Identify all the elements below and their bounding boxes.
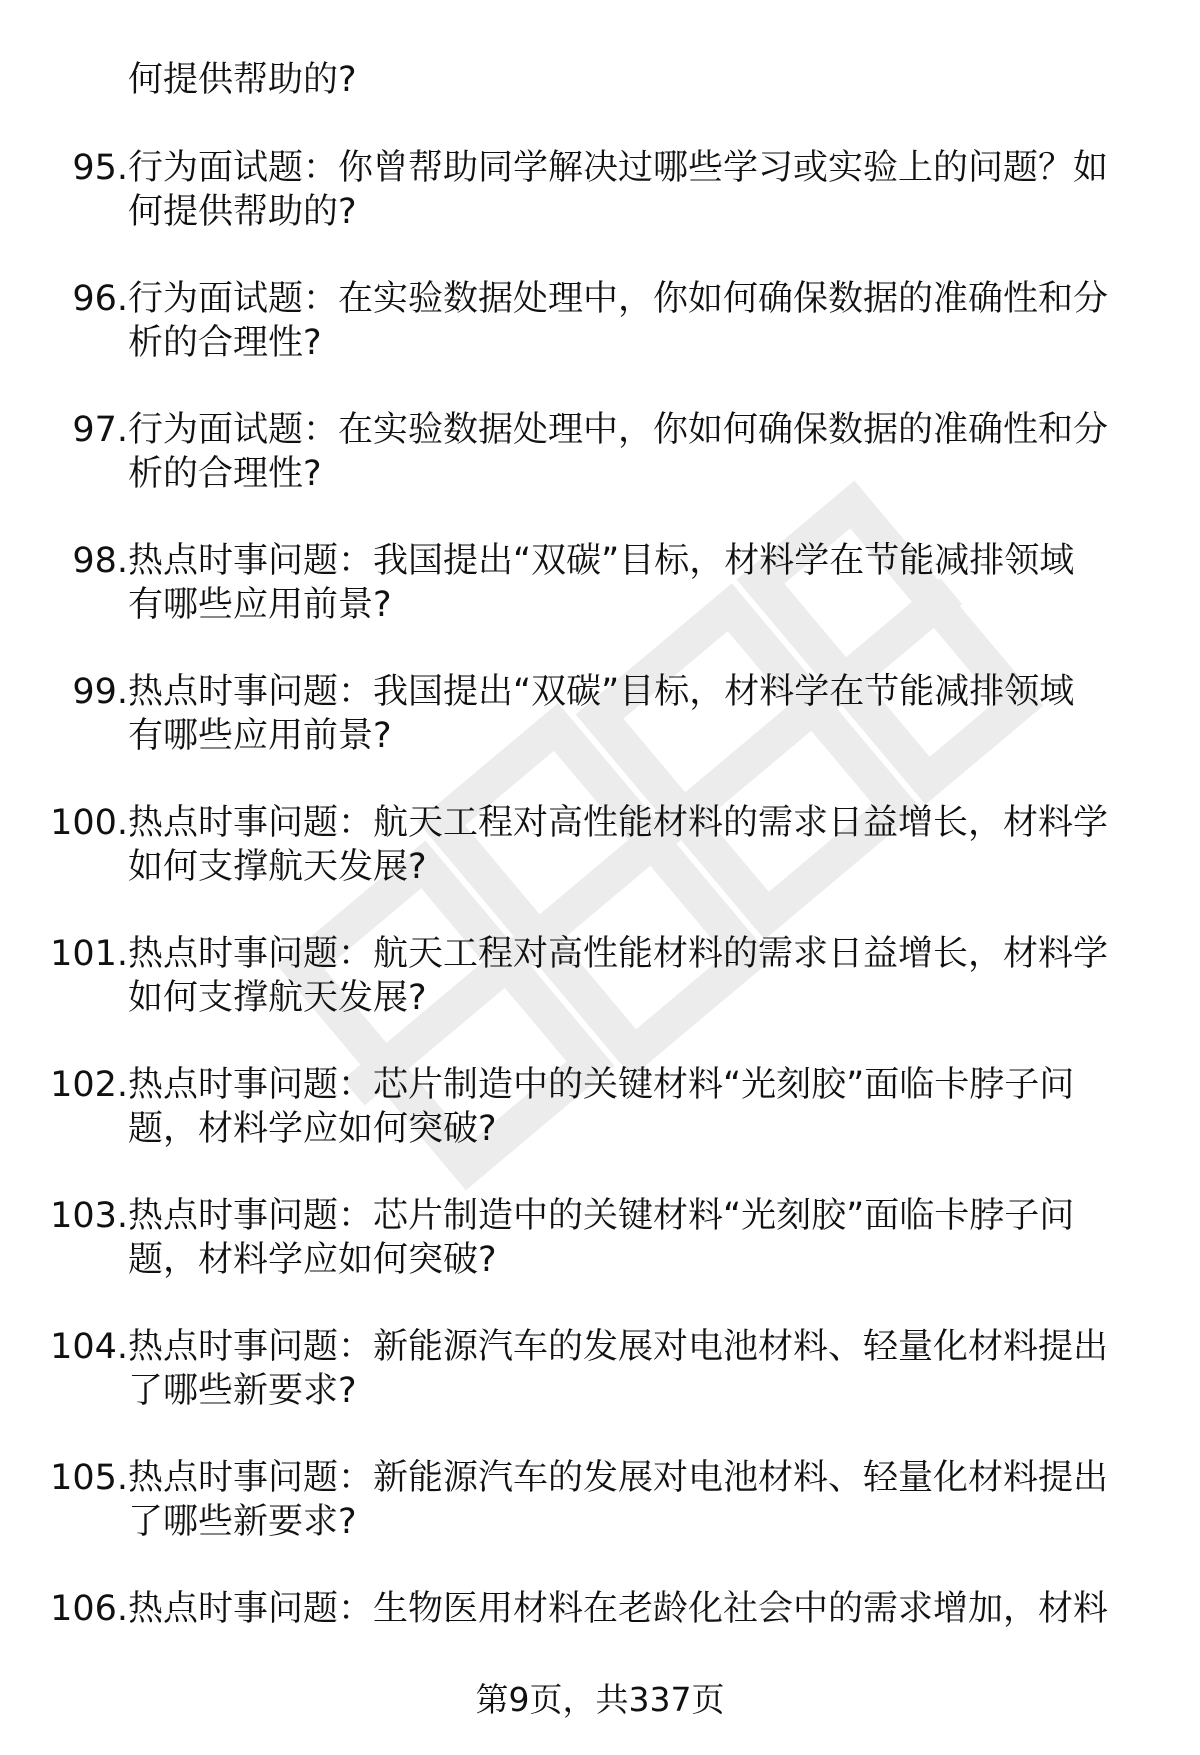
question-line: 有哪些应用前景? — [128, 716, 392, 756]
question-item — [0, 277, 1200, 365]
question-line: 热点时事问题：新能源汽车的发展对电池材料、轻量化材料提出 — [128, 1458, 1109, 1498]
question-line: 行为面试题：在实验数据处理中，你如何确保数据的准确性和分 — [128, 410, 1109, 450]
question-item — [0, 801, 1200, 889]
question-number: 95. — [72, 148, 128, 188]
question-text — [128, 801, 1138, 889]
question-line: 有哪些应用前景? — [128, 585, 392, 625]
question-line: 热点时事问题：新能源汽车的发展对电池材料、轻量化材料提出 — [128, 1327, 1109, 1367]
question-number: 103. — [50, 1196, 128, 1236]
question-text — [128, 146, 1138, 234]
question-item — [0, 932, 1200, 1020]
question-number: 102. — [50, 1065, 128, 1105]
question-line: 热点时事问题：航天工程对高性能材料的需求日益增长，材料学 — [128, 803, 1109, 843]
question-line: 析的合理性? — [128, 323, 322, 363]
continued-question-text: 何提供帮助的? — [128, 60, 357, 100]
question-number: 97. — [72, 410, 128, 450]
question-text — [128, 539, 1138, 627]
question-item — [0, 146, 1200, 234]
question-item — [0, 1325, 1200, 1413]
question-item — [0, 1456, 1200, 1544]
question-text — [128, 408, 1138, 496]
question-number: 105. — [50, 1458, 128, 1498]
question-item — [0, 539, 1200, 627]
question-line: 如何支撑航天发展? — [128, 978, 427, 1018]
question-text — [128, 1587, 1138, 1631]
question-line: 行为面试题：你曾帮助同学解决过哪些学习或实验上的问题？如 — [128, 148, 1109, 188]
question-line: 热点时事问题：我国提出“双碳”目标，材料学在节能减排领域 — [128, 672, 1075, 712]
question-line: 热点时事问题：航天工程对高性能材料的需求日益增长，材料学 — [128, 934, 1109, 974]
question-number: 98. — [72, 541, 128, 581]
question-text — [128, 1456, 1138, 1544]
question-list — [0, 146, 1200, 1718]
question-number: 99. — [72, 672, 128, 712]
question-text — [128, 1063, 1138, 1151]
question-item — [0, 670, 1200, 758]
question-line: 行为面试题：在实验数据处理中，你如何确保数据的准确性和分 — [128, 279, 1109, 319]
question-text — [128, 1325, 1138, 1413]
question-text — [128, 1194, 1138, 1282]
question-line: 了哪些新要求? — [128, 1371, 357, 1411]
question-number: 106. — [50, 1589, 128, 1629]
question-item — [0, 1194, 1200, 1282]
question-line: 题，材料学应如何突破? — [128, 1109, 497, 1149]
question-number: 100. — [50, 803, 128, 843]
question-line: 热点时事问题：芯片制造中的关键材料“光刻胶”面临卡脖子问 — [128, 1196, 1075, 1236]
question-line: 热点时事问题：我国提出“双碳”目标，材料学在节能减排领域 — [128, 541, 1075, 581]
question-text — [128, 670, 1138, 758]
question-line: 如何支撑航天发展? — [128, 847, 427, 887]
question-line: 了哪些新要求? — [128, 1502, 357, 1542]
question-text — [128, 932, 1138, 1020]
question-number: 101. — [50, 934, 128, 974]
question-line: 题，材料学应如何突破? — [128, 1240, 497, 1280]
question-line: 热点时事问题：芯片制造中的关键材料“光刻胶”面临卡脖子问 — [128, 1065, 1075, 1105]
question-text — [128, 277, 1138, 365]
question-line: 热点时事问题：生物医用材料在老龄化社会中的需求增加，材料 — [128, 1589, 1109, 1629]
question-item — [0, 1063, 1200, 1151]
page-footer: 第9页，共337页 — [475, 1680, 725, 1719]
question-number: 96. — [72, 279, 128, 319]
question-number: 104. — [50, 1327, 128, 1367]
question-line: 何提供帮助的? — [128, 192, 357, 232]
question-line: 析的合理性? — [128, 454, 322, 494]
question-item — [0, 1587, 1200, 1675]
question-item — [0, 408, 1200, 496]
